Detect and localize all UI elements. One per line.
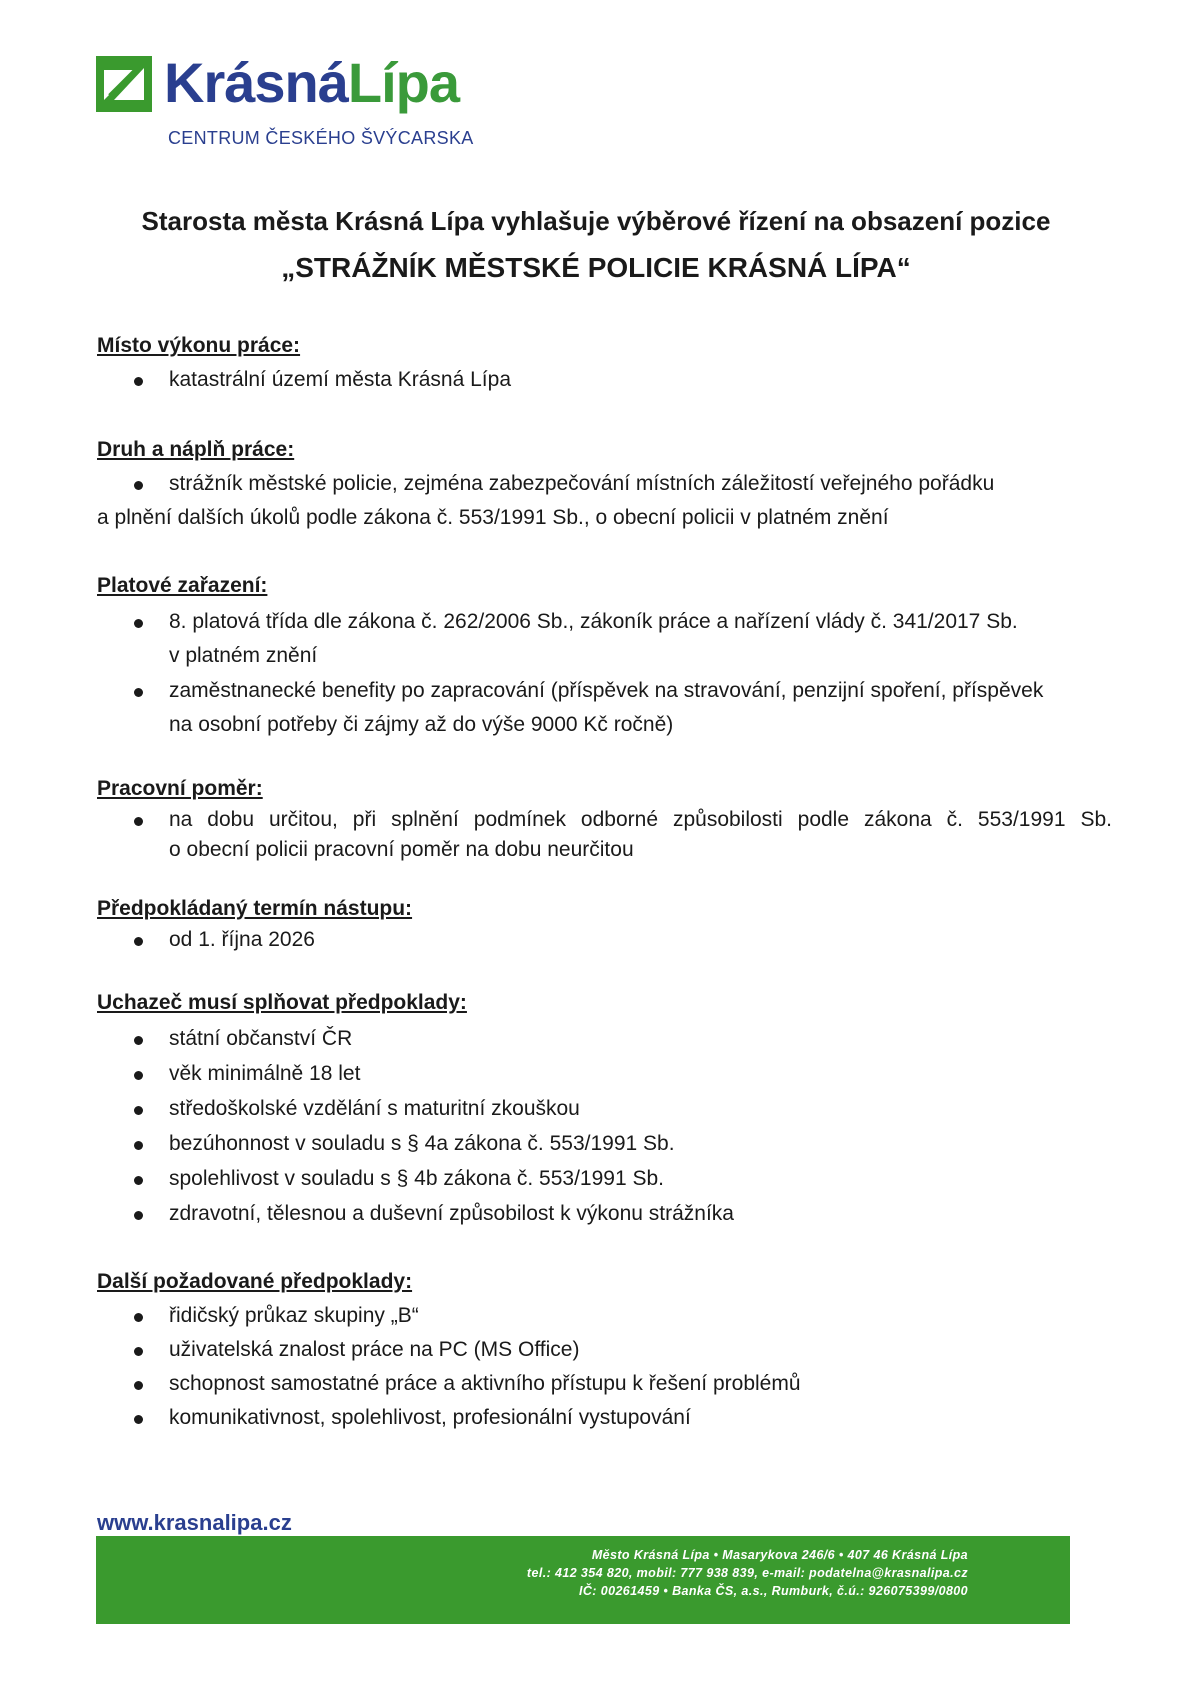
list-item: státní občanství ČR: [169, 1027, 353, 1050]
footer-contact: tel.: 412 354 820, mobil: 777 938 839, e-mail: podatelna@krasnalipa.cz: [526, 1566, 968, 1580]
list-item: bezúhonnost v souladu s § 4a zákona č. 553/1991 Sb.: [169, 1132, 675, 1155]
list-item: 8. platová třída dle zákona č. 262/2006 Sb., zákoník práce a nařízení vlády č. 341/2017 Sb.: [169, 610, 1018, 633]
list-item: uživatelská znalost práce na PC (MS Office): [169, 1338, 580, 1361]
section-title-start-date: Předpokládaný termín nástupu:: [97, 897, 413, 920]
list-item-continuation: a plnění dalších úkolů podle zákona č. 553/1991 Sb., o obecní policii v platném znění: [97, 506, 889, 529]
list-item-continuation: o obecní policii pracovní poměr na dobu neurčitou: [169, 838, 634, 861]
list-item: spolehlivost v souladu s § 4b zákona č. 553/1991 Sb.: [169, 1167, 664, 1190]
footer-bar: [96, 1536, 1070, 1624]
announcement-heading: Starosta města Krásná Lípa vyhlašuje výběrové řízení na obsazení pozice: [141, 206, 1051, 236]
section-title-requirements: Uchazeč musí splňovat předpoklady:: [97, 991, 467, 1014]
bullet-icon: [134, 817, 143, 826]
bullet-icon: [134, 1071, 143, 1080]
website-link[interactable]: www.krasnalipa.cz: [97, 1510, 292, 1535]
list-item: zaměstnanecké benefity po zapracování (příspěvek na stravování, penzijní spoření, příspěvek: [169, 679, 1044, 702]
bullet-icon: [134, 1313, 143, 1322]
list-item: strážník městské policie, zejména zabezpečování místních záležitostí veřejného pořádku: [169, 472, 995, 495]
bullet-icon: [134, 1211, 143, 1220]
bullet-icon: [134, 619, 143, 628]
logo-wordmark: KrásnáLípa: [164, 51, 459, 114]
position-title: „STRÁŽNÍK MĚSTSKÉ POLICIE KRÁSNÁ LÍPA“: [281, 252, 911, 283]
list-item: věk minimálně 18 let: [169, 1062, 361, 1085]
section-title-place: Místo výkonu práce:: [97, 334, 301, 357]
section-title-employment: Pracovní poměr:: [97, 777, 263, 800]
bullet-icon: [134, 377, 143, 386]
logo-mark-icon: [96, 56, 152, 112]
section-title-job-type: Druh a náplň práce:: [97, 438, 295, 461]
list-item: zdravotní, tělesnou a duševní způsobilost k výkonu strážníka: [169, 1202, 734, 1225]
bullet-icon: [134, 1036, 143, 1045]
footer-bank: IČ: 00261459 • Banka ČS, a.s., Rumburk, č.ú.: 926075399/0800: [579, 1584, 968, 1598]
list-item: katastrální území města Krásná Lípa: [169, 368, 511, 391]
list-item: schopnost samostatné práce a aktivního přístupu k řešení problémů: [169, 1372, 801, 1395]
bullet-icon: [134, 1415, 143, 1424]
logo-subtitle: CENTRUM ČESKÉHO ŠVÝCARSKA: [168, 128, 474, 148]
section-title-additional: Další požadované předpoklady:: [97, 1270, 413, 1293]
list-item-continuation: na osobní potřeby či zájmy až do výše 9000 Kč ročně): [169, 713, 674, 736]
list-item: komunikativnost, spolehlivost, profesionální vystupování: [169, 1406, 691, 1429]
krasna-lipa-logo: [96, 51, 476, 156]
footer-address: Město Krásná Lípa • Masarykova 246/6 • 407 46 Krásná Lípa: [591, 1548, 968, 1562]
list-item: od 1. října 2026: [169, 928, 315, 951]
bullet-icon: [134, 1106, 143, 1115]
list-item: řidičský průkaz skupiny „B“: [169, 1304, 419, 1327]
list-item: středoškolské vzdělání s maturitní zkouškou: [169, 1097, 580, 1120]
bullet-icon: [134, 688, 143, 697]
bullet-icon: [134, 1141, 143, 1150]
bullet-icon: [134, 1381, 143, 1390]
section-title-salary: Platové zařazení:: [97, 574, 268, 597]
list-item: na dobu určitou, při splnění podmínek odborné způsobilosti podle zákona č. 553/1991 Sb.: [169, 808, 1112, 831]
bullet-icon: [134, 1347, 143, 1356]
bullet-icon: [134, 1176, 143, 1185]
list-item-continuation: v platném znění: [169, 644, 318, 667]
bullet-icon: [134, 937, 143, 946]
bullet-icon: [134, 481, 143, 490]
